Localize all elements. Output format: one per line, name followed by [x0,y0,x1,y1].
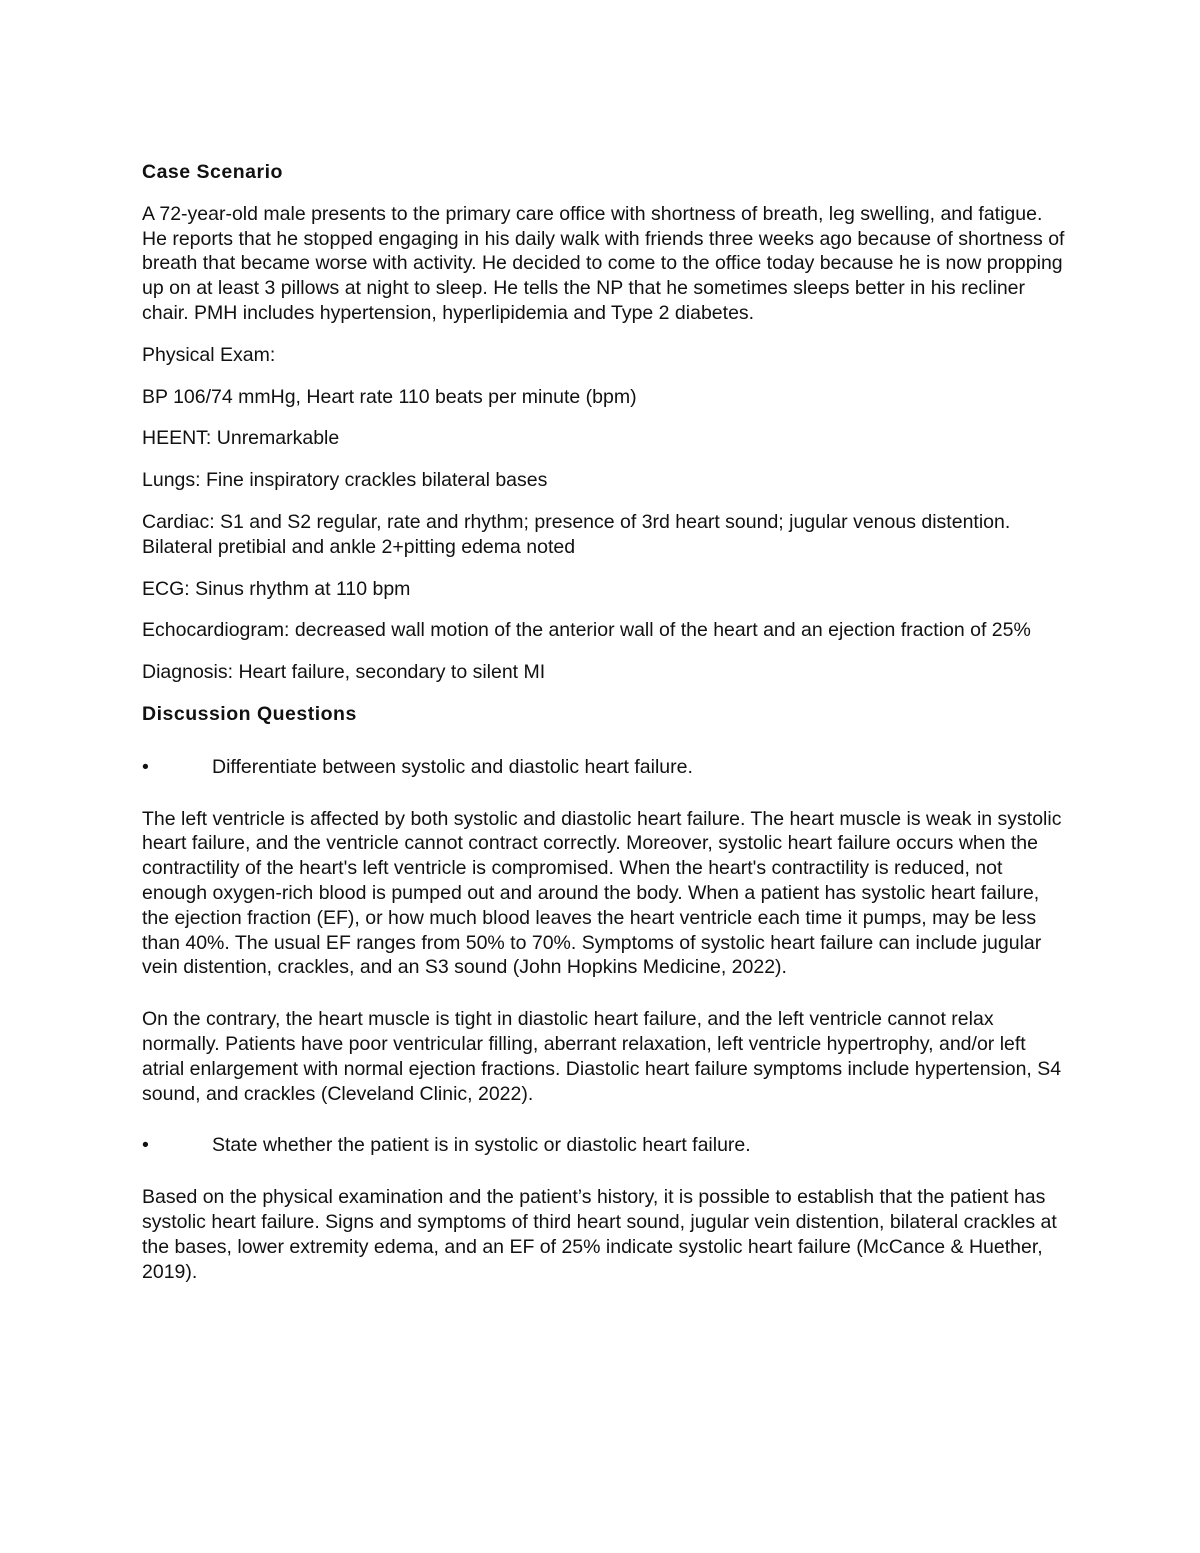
lungs-line: Lungs: Fine inspiratory crackles bilateral bases [142,469,548,492]
bullet-icon: • [142,755,149,778]
answer-2-paragraph: Based on the physical examination and the patient’s history, it is possible to establish that the patient has systolic heart failure. Signs and symptoms of third heart sound, jugular vein distention, bilateral crackles at the bases, lower extremity edema, and an EF of 25% indicate systolic heart failure (McCance & Huether, 2019). [142,1186,1057,1283]
case-scenario-heading: Case Scenario [142,161,283,183]
question-2-text: State whether the patient is in systolic or diastolic heart failure. [212,1134,751,1157]
diagnosis-line: Diagnosis: Heart failure, secondary to silent MI [142,661,546,684]
discussion-questions-heading: Discussion Questions [142,702,357,725]
answer-1-paragraph-systolic: The left ventricle is affected by both systolic and diastolic heart failure. The heart muscle is weak in systolic heart failure, and the ventricle cannot contract correctly. Moreover, systolic heart failure occurs when the contractility of the heart's left ventricle is compromised. When the heart's contractility is reduced, not enough oxygen-rich blood is pumped out and around the body. When a patient has systolic heart failure, the ejection fraction (EF), or how much blood leaves the heart ventricle each time it pumps, may be less than 40%. The usual EF ranges from 50% to 70%. Symptoms of systolic heart failure can include jugular vein distention, crackles, and an S3 sound (John Hopkins Medicine, 2022). [142,807,1062,979]
echocardiogram-line: Echocardiogram: decreased wall motion of the anterior wall of the heart and an ejection fraction of 25% [142,619,1031,642]
question-2-bullet-item [142,1133,1067,1158]
question-1-bullet-item [142,755,1067,780]
case-paragraph: A 72-year-old male presents to the primary care office with shortness of breath, leg swelling, and fatigue. He reports that he stopped engaging in his daily walk with friends three weeks ago because of shortness of breath that became worse with activity. He decided to come to the office today because he is now propping up on at least 3 pillows at night to sleep. He tells the NP that he sometimes sleeps better in his recliner chair. PMH includes hypertension, hyperlipidemia and Type 2 diabetes. [142,202,1065,324]
cardiac-line: Cardiac: S1 and S2 regular, rate and rhythm; presence of 3rd heart sound; jugular venous distention. Bilateral pretibial and ankle 2+pitting edema noted [142,510,1011,558]
physical-exam-label: Physical Exam: [142,343,276,366]
question-1-text: Differentiate between systolic and diastolic heart failure. [212,755,693,778]
ecg-line: ECG: Sinus rhythm at 110 bpm [142,577,411,600]
bullet-icon: • [142,1134,149,1157]
answer-1-paragraph-diastolic: On the contrary, the heart muscle is tight in diastolic heart failure, and the left ventricle cannot relax normally. Patients have poor ventricular filling, aberrant relaxation, left ventricle hypertrophy, and/or left atrial enlargement with normal ejection fractions. Diastolic heart failure symptoms include hypertension, S4 sound, and crackles (Cleveland Clinic, 2022). [142,1008,1062,1105]
document-body [142,160,1067,1311]
vitals-line: BP 106/74 mmHg, Heart rate 110 beats per minute (bpm) [142,385,637,408]
heent-line: HEENT: Unremarkable [142,427,340,450]
